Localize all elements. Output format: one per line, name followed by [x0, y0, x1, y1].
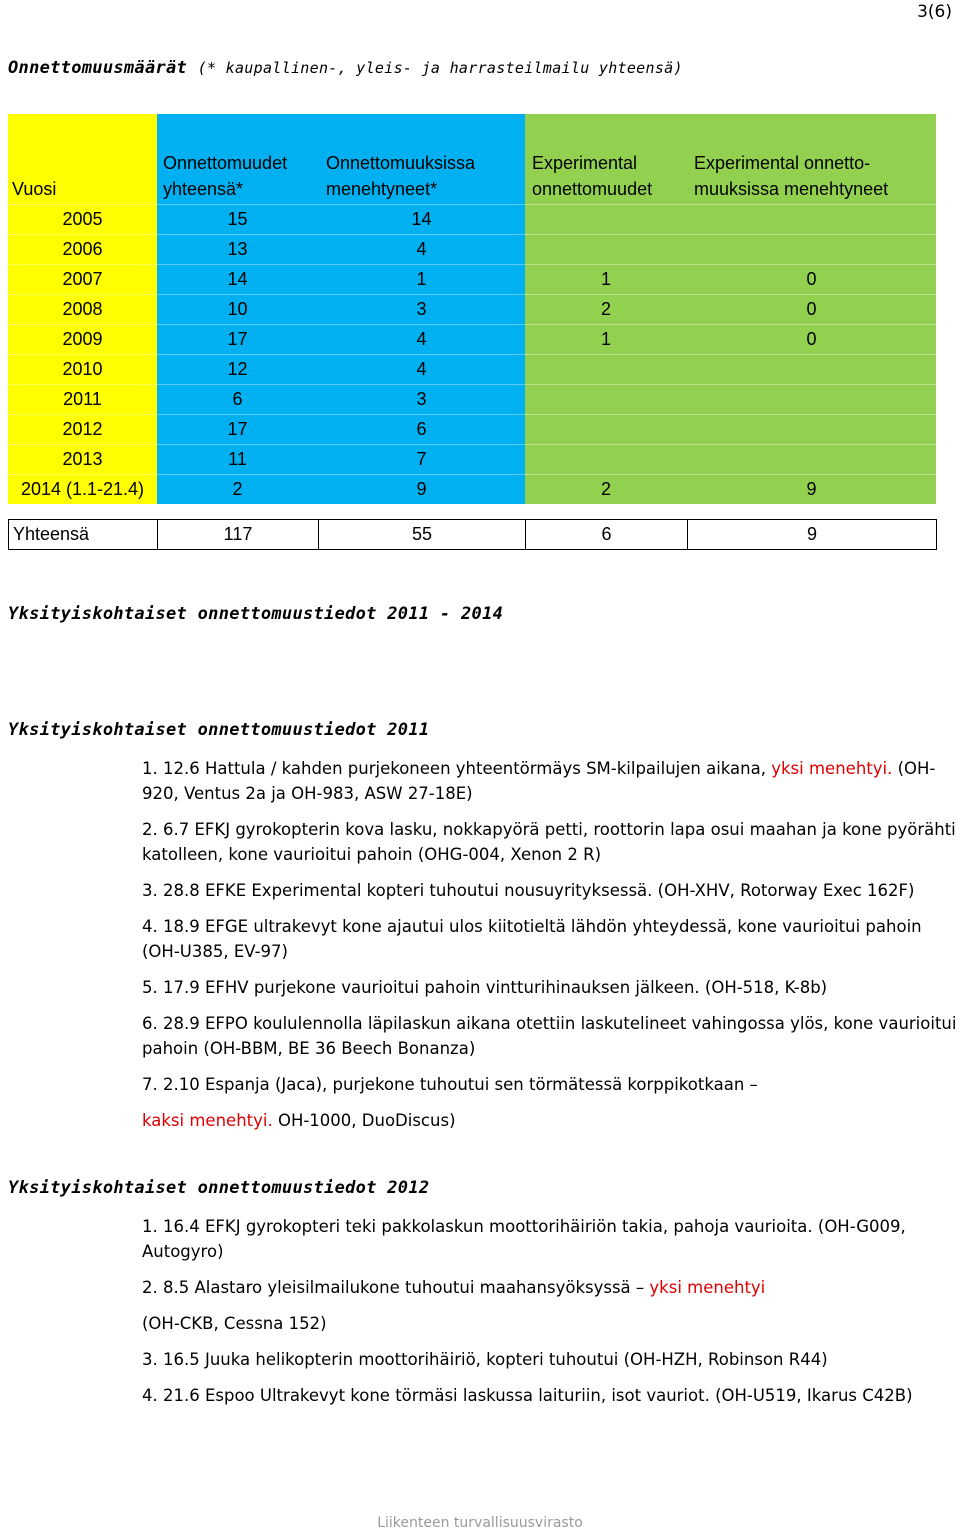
cell-accidents-total: 17 [157, 415, 318, 445]
cell-accidents-total: 14 [157, 265, 318, 295]
title-main: Onnettomuusmäärät [8, 58, 188, 78]
table-row [8, 385, 936, 415]
item-aircraft: (OH-CKB, Cessna 152) [142, 1314, 327, 1333]
cell-fatalities: 3 [318, 295, 525, 325]
list-item [142, 1072, 960, 1133]
item-text: 2. 8.5 Alastaro yleisilmailukone tuhoutui maahansyöksyssä – [142, 1278, 650, 1297]
cell-experimental-fatalities [687, 355, 936, 385]
cell-experimental-fatalities: 0 [687, 295, 936, 325]
totals-row [9, 520, 937, 550]
cell-year: 2005 [8, 205, 157, 235]
footer: Liikenteen turvallisuusvirasto [377, 1515, 583, 1531]
cell-experimental-accidents [525, 415, 687, 445]
totals-table [8, 519, 937, 550]
item-text: 5. 17.9 EFHV purjekone vaurioitui pahoin vintturihinauksen jälkeen. (OH-518, K-8b) [142, 978, 828, 997]
cell-experimental-accidents [525, 355, 687, 385]
page-number: 3(6) [917, 2, 952, 22]
cell-fatalities: 1 [318, 265, 525, 295]
table-row [8, 445, 936, 475]
cell-experimental-accidents [525, 205, 687, 235]
cell-experimental-fatalities: 9 [687, 475, 936, 505]
table-row [8, 295, 936, 325]
page-title [8, 58, 683, 78]
table-row [8, 235, 936, 265]
item-text: 3. 16.5 Juuka helikopterin moottorihäiriö, kopteri tuhoutui (OH-HZH, Robinson R44) [142, 1350, 828, 1369]
header-fatalities: Onnettomuuksissa menehtyneet* [318, 114, 525, 205]
totals-accidents: 117 [158, 520, 319, 550]
fatality-note: yksi menehtyi. [771, 759, 893, 778]
list-item [142, 1214, 960, 1264]
totals-experimental-fatalities: 9 [688, 520, 937, 550]
cell-fatalities: 4 [318, 325, 525, 355]
fatality-note: yksi menehtyi [649, 1278, 766, 1297]
item-text: 7. 2.10 Espanja (Jaca), purjekone tuhoutui sen törmätessä korppikotkaan – [142, 1075, 758, 1094]
totals-label: Yhteensä [9, 520, 158, 550]
cell-accidents-total: 13 [157, 235, 318, 265]
cell-experimental-fatalities [687, 205, 936, 235]
list-item [142, 1011, 960, 1061]
accident-table [8, 114, 936, 504]
cell-fatalities: 6 [318, 415, 525, 445]
cell-fatalities: 9 [318, 475, 525, 505]
header-year: Vuosi [8, 114, 157, 205]
header-experimental-accidents: Experimental onnettomuudet [525, 114, 687, 205]
title-sub: (* kaupallinen-, yleis- ja harrasteilmailu yhteensä) [197, 59, 683, 77]
cell-year: 2008 [8, 295, 157, 325]
list-item [142, 817, 960, 867]
table-row [8, 475, 936, 505]
totals-experimental-accidents: 6 [526, 520, 688, 550]
list-item [142, 1275, 960, 1336]
heading-details-2011: Yksityiskohtaiset onnettomuustiedot 2011 [8, 720, 430, 740]
cell-year: 2013 [8, 445, 157, 475]
cell-year: 2011 [8, 385, 157, 415]
cell-year: 2010 [8, 355, 157, 385]
fatality-note: kaksi menehtyi. [142, 1111, 273, 1130]
cell-year: 2006 [8, 235, 157, 265]
cell-accidents-total: 2 [157, 475, 318, 505]
cell-year: 2007 [8, 265, 157, 295]
item-text: 1. 12.6 Hattula / kahden purjekoneen yhteentörmäys SM-kilpailujen aikana, [142, 759, 772, 778]
list-item [142, 914, 960, 964]
item-text: 4. 21.6 Espoo Ultrakevyt kone törmäsi laskussa laituriin, isot vauriot. (OH-U519, Ikarus C42B) [142, 1386, 913, 1405]
cell-fatalities: 4 [318, 355, 525, 385]
cell-experimental-accidents [525, 235, 687, 265]
cell-experimental-accidents: 1 [525, 265, 687, 295]
header-accidents-total: Onnettomuudet yhteensä* [157, 114, 318, 205]
item-text: 3. 28.8 EFKE Experimental kopteri tuhoutui nousuyrityksessä. (OH-XHV, Rotorway Exec 162F) [142, 881, 915, 900]
item-text: 2. 6.7 EFKJ gyrokopterin kova lasku, nokkapyörä petti, roottorin lapa osui maahan ja kone pyörähti katolleen, kone vaurioitui pahoin (OHG-004, Xenon 2 R) [142, 820, 956, 864]
cell-experimental-fatalities: 0 [687, 325, 936, 355]
list-item [142, 878, 960, 903]
cell-year: 2012 [8, 415, 157, 445]
cell-experimental-accidents: 2 [525, 295, 687, 325]
cell-experimental-accidents: 1 [525, 325, 687, 355]
item-text: 1. 16.4 EFKJ gyrokopteri teki pakkolaskun moottorihäiriön takia, pahoja vaurioita. (OH-G009, Autogyro) [142, 1217, 906, 1261]
cell-fatalities: 3 [318, 385, 525, 415]
list-2012 [142, 1214, 960, 1419]
totals-fatalities: 55 [319, 520, 526, 550]
item-aircraft: OH-1000, DuoDiscus) [272, 1111, 456, 1130]
cell-fatalities: 4 [318, 235, 525, 265]
table-row [8, 355, 936, 385]
cell-accidents-total: 12 [157, 355, 318, 385]
cell-fatalities: 14 [318, 205, 525, 235]
cell-experimental-accidents [525, 445, 687, 475]
heading-details-range: Yksityiskohtaiset onnettomuustiedot 2011 - 2014 [8, 604, 504, 624]
cell-experimental-accidents: 2 [525, 475, 687, 505]
cell-experimental-fatalities: 0 [687, 265, 936, 295]
header-experimental-fatalities: Experimental onnetto-muuksissa menehtyneet [687, 114, 936, 205]
item-text: 6. 28.9 EFPO koululennolla läpilaskun aikana otettiin laskutelineet vahingossa ylös, kone vaurioitui pahoin (OH-BBM, BE 36 Beech Bonanza) [142, 1014, 957, 1058]
cell-accidents-total: 17 [157, 325, 318, 355]
list-item [142, 756, 960, 806]
heading-details-2012: Yksityiskohtaiset onnettomuustiedot 2012 [8, 1178, 430, 1198]
list-item [142, 1347, 960, 1372]
cell-fatalities: 7 [318, 445, 525, 475]
item-aircraft: (OH-920, Ventus 2a ja OH-983, ASW 27-18E) [142, 759, 936, 803]
list-item [142, 975, 960, 1000]
cell-accidents-total: 6 [157, 385, 318, 415]
item-text: 4. 18.9 EFGE ultrakevyt kone ajautui ulos kiitotieltä lähdön yhteydessä, kone vaurioitui pahoin (OH-U385, EV-97) [142, 917, 922, 961]
cell-year: 2009 [8, 325, 157, 355]
table-header-row [8, 114, 936, 205]
cell-accidents-total: 10 [157, 295, 318, 325]
cell-experimental-fatalities [687, 415, 936, 445]
list-2011 [142, 756, 960, 1144]
cell-year: 2014 (1.1-21.4) [8, 475, 157, 505]
cell-accidents-total: 15 [157, 205, 318, 235]
table-row [8, 265, 936, 295]
cell-experimental-accidents [525, 385, 687, 415]
cell-experimental-fatalities [687, 235, 936, 265]
cell-experimental-fatalities [687, 385, 936, 415]
table-row [8, 415, 936, 445]
list-item [142, 1383, 960, 1408]
cell-accidents-total: 11 [157, 445, 318, 475]
table-row [8, 325, 936, 355]
table-row [8, 205, 936, 235]
cell-experimental-fatalities [687, 445, 936, 475]
